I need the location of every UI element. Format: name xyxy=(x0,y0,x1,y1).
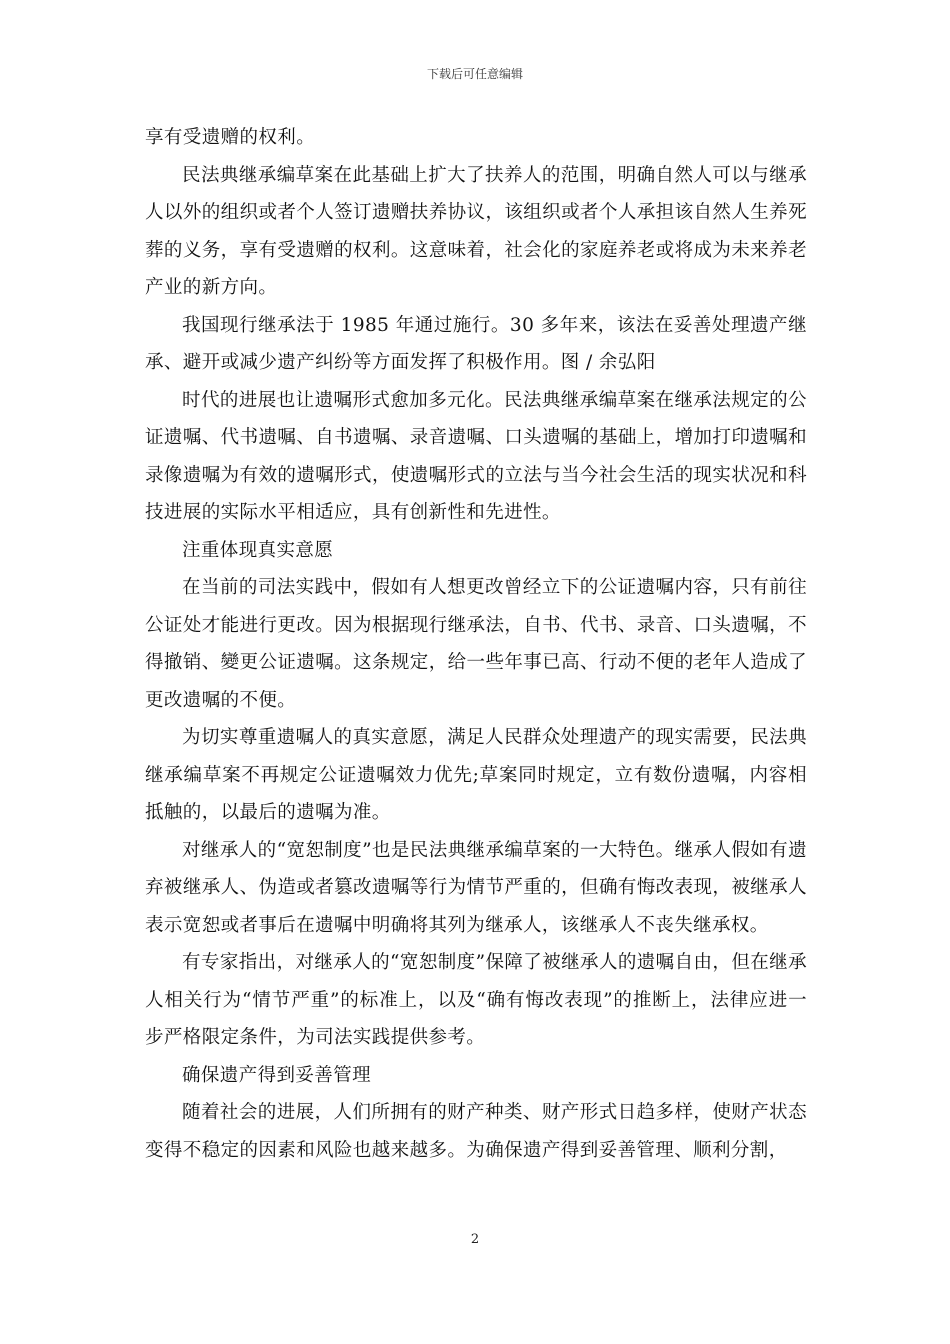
paragraph: 对继承人的“宽恕制度”也是民法典继承编草案的一大特色。继承人假如有遗弃被继承人、伪造或者篡改遗嘱等行为情节严重的，但确有悔改表现，被继承人表示宽恕或者事后在遗嘱中明确将其列为继承人，该继承人不丧失继承权。 xyxy=(145,839,807,936)
paragraph: 有专家指出，对继承人的“宽恕制度”保障了被继承人的遗嘱自由，但在继承人相关行为“情节严重”的标准上，以及“确有悔改表现”的推断上，法律应进一步严格限定条件，为司法实践提供参考。 xyxy=(145,952,807,1048)
paragraph: 随着社会的进展，人们所拥有的财产种类、财产形式日趋多样，使财产状态变得不稳定的因素和风险也越来越多。为确保遗产得到妥善管理、顺利分割， xyxy=(145,1102,807,1161)
page-header: 下载后可任意编辑 xyxy=(426,67,523,81)
paragraph-continuation: 享有受遗赠的权利。 xyxy=(145,127,316,148)
paragraph: 在当前的司法实践中，假如有人想更改曾经立下的公证遗嘱内容，只有前往公证处才能进行更改。因为根据现行继承法，自书、代书、录音、口头遗嘱，不得撤销、變更公证遗嘱。这条规定，给一些年事已高、行动不便的老年人造成了更改遗嘱的不便。 xyxy=(145,577,807,711)
section-heading: 确保遗产得到妥善管理 xyxy=(182,1064,372,1086)
paragraph: 为切实尊重遗嘱人的真实意愿，满足人民群众处理遗产的现实需要，民法典继承编草案不再规定公证遗嘱效力优先;草案同时规定，立有数份遗嘱，内容相抵触的，以最后的遗嘱为准。 xyxy=(145,727,807,823)
paragraph: 我国现行继承法于 1985 年通过施行。30 多年来，该法在妥善处理遗产继承、避开或减少遗产纠纷等方面发挥了积极作用。图 / 余弘阳 xyxy=(145,314,807,373)
paragraph: 民法典继承编草案在此基础上扩大了扶养人的范围，明确自然人可以与继承人以外的组织或者个人签订遗赠扶养协议，该组织或者个人承担该自然人生养死葬的义务，享有受遗赠的权利。这意味着，社会化的家庭养老或将成为未来养老产业的新方向。 xyxy=(145,164,807,298)
page-number: 2 xyxy=(470,1232,480,1247)
document-body xyxy=(145,119,807,1169)
paragraph: 时代的进展也让遗嘱形式愈加多元化。民法典继承编草案在继承法规定的公证遗嘱、代书遗嘱、自书遗嘱、录音遗嘱、口头遗嘱的基础上，增加打印遗嘱和录像遗嘱为有效的遗嘱形式，使遗嘱形式的立法与当今社会生活的现实状况和科技进展的实际水平相适应，具有创新性和先进性。 xyxy=(145,389,807,523)
section-heading: 注重体现真实意愿 xyxy=(182,539,334,561)
